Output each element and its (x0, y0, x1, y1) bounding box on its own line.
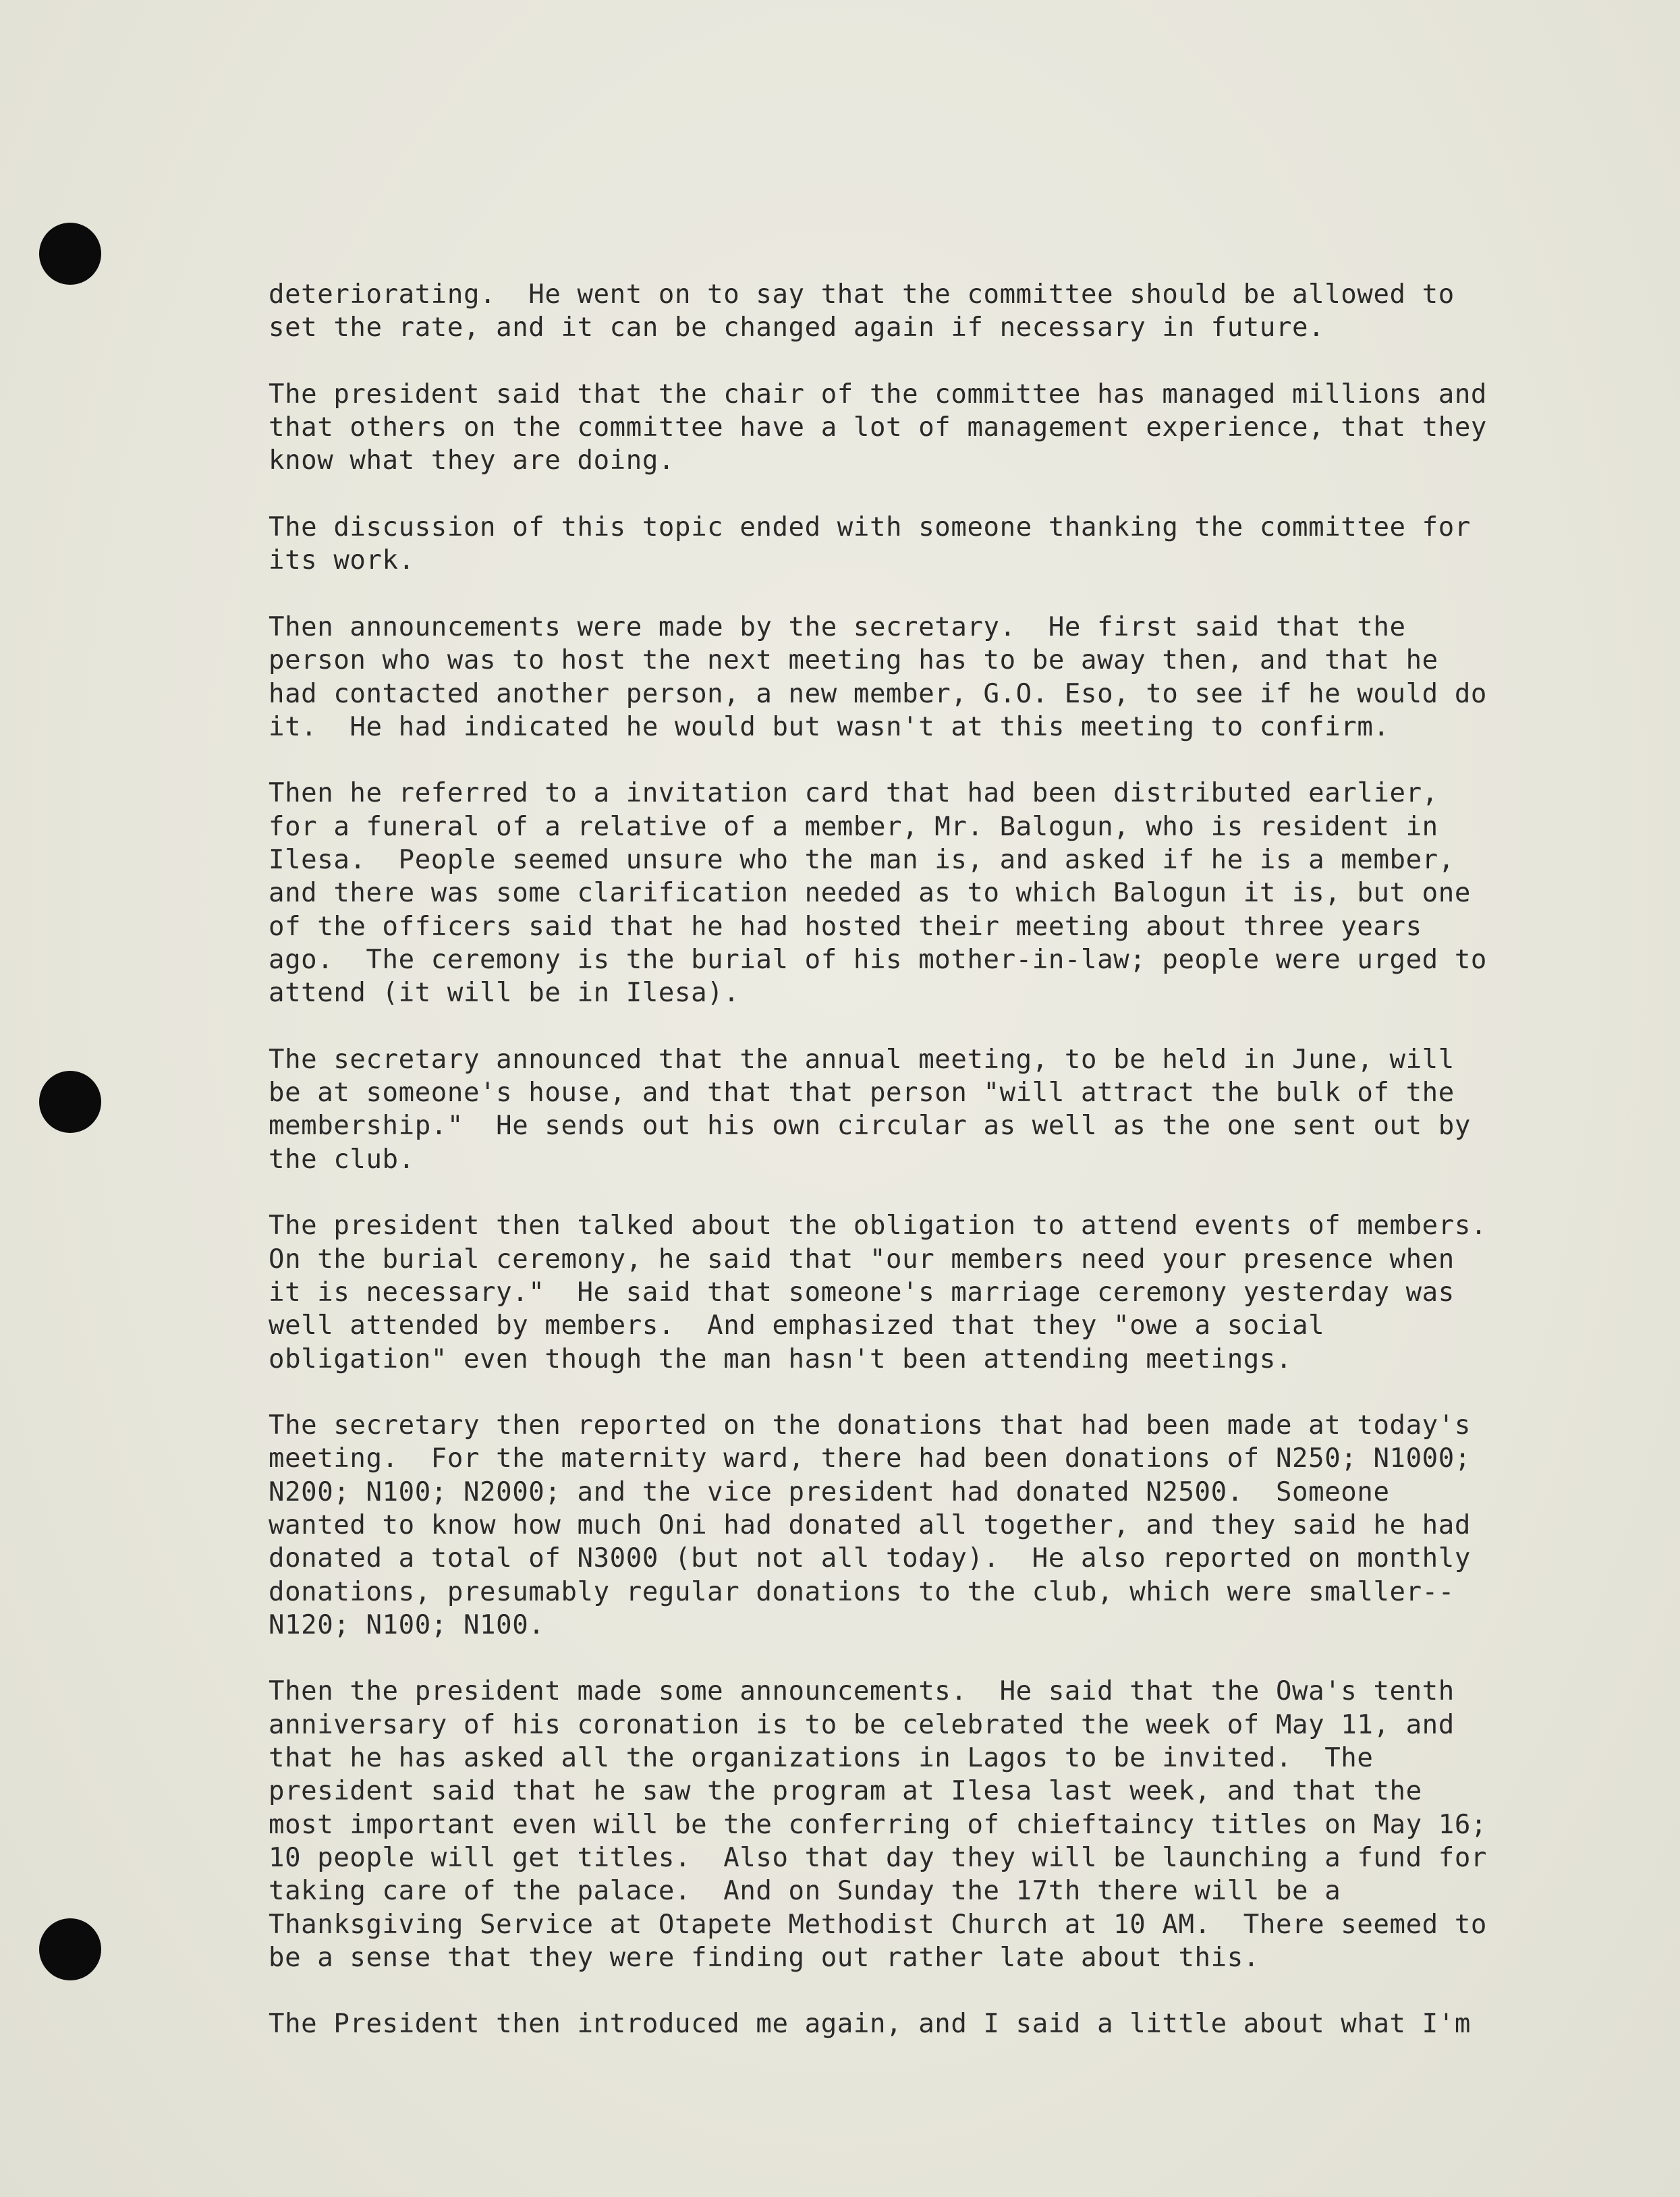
binder-hole-bottom (39, 1918, 101, 1980)
paragraph (269, 378, 1591, 478)
paragraph (269, 278, 1591, 345)
text-line: of the officers said that he had hosted their meeting about three years (269, 911, 1422, 942)
text-line: its work. (269, 545, 415, 576)
text-line: most important even will be the conferring of chieftaincy titles on May 16; (269, 1809, 1487, 1840)
binder-hole-middle (39, 1071, 101, 1133)
text-line: The discussion of this topic ended with someone thanking the committee for (269, 512, 1471, 543)
paragraph (269, 1409, 1591, 1642)
text-line: donated a total of N3000 (but not all today). He also reported on monthly (269, 1543, 1471, 1574)
paragraph (269, 1675, 1591, 1974)
text-line: The secretary then reported on the donations that had been made at today's (269, 1410, 1471, 1441)
text-line: 10 people will get titles. Also that day they will be launching a fund for (269, 1842, 1487, 1873)
text-line: ago. The ceremony is the burial of his mother-in-law; people were urged to (269, 944, 1487, 975)
text-line: deteriorating. He went on to say that the committee should be allowed to (269, 279, 1455, 310)
text-line: attend (it will be in Ilesa). (269, 978, 740, 1009)
paragraph (269, 2007, 1591, 2040)
text-line: it. He had indicated he would but wasn't at this meeting to confirm. (269, 711, 1390, 742)
text-line: donations, presumably regular donations to the club, which were smaller-- (269, 1576, 1455, 1607)
text-line: The president then talked about the obligation to attend events of members. (269, 1211, 1487, 1242)
text-line: Thanksgiving Service at Otapete Methodist Church at 10 AM. There seemed to (269, 1909, 1487, 1940)
text-line: obligation" even though the man hasn't been attending meetings. (269, 1343, 1293, 1374)
text-line: On the burial ceremony, he said that "our members need your presence when (269, 1244, 1455, 1275)
text-line: Then the president made some announcements. He said that the Owa's tenth (269, 1676, 1455, 1707)
text-line: N200; N100; N2000; and the vice president had donated N2500. Someone (269, 1476, 1390, 1507)
paragraph (269, 511, 1591, 578)
text-line: set the rate, and it can be changed again if necessary in future. (269, 312, 1325, 343)
text-line: president said that he saw the program at Ilesa last week, and that the (269, 1776, 1422, 1807)
text-line: well attended by members. And emphasized that they "owe a social (269, 1310, 1325, 1341)
text-line: The President then introduced me again, and I said a little about what I'm (269, 2009, 1471, 2040)
text-line: be at someone's house, and that that person "will attract the bulk of the (269, 1078, 1455, 1109)
binder-hole-top (39, 223, 101, 285)
paragraph (269, 1209, 1591, 1375)
text-line: that others on the committee have a lot of management experience, that they (269, 412, 1487, 443)
text-line: meeting. For the maternity ward, there had been donations of N250; N1000; (269, 1443, 1471, 1474)
paragraph (269, 1043, 1591, 1176)
text-line: The president said that the chair of the committee has managed millions and (269, 379, 1487, 410)
text-line: and there was some clarification needed as to which Balogun it is, but one (269, 878, 1471, 909)
text-line: The secretary announced that the annual meeting, to be held in June, will (269, 1044, 1455, 1075)
typed-text-body (269, 278, 1591, 2074)
text-line: N120; N100; N100. (269, 1609, 545, 1640)
text-line: person who was to host the next meeting has to be away then, and that he (269, 645, 1438, 676)
text-line: anniversary of his coronation is to be celebrated the week of May 11, and (269, 1709, 1455, 1740)
text-line: that he has asked all the organizations in Lagos to be invited. The (269, 1743, 1374, 1774)
text-line: membership." He sends out his own circular as well as the one sent out by (269, 1111, 1471, 1142)
text-line: had contacted another person, a new member, G.O. Eso, to see if he would do (269, 678, 1487, 709)
text-line: know what they are doing. (269, 445, 675, 476)
text-line: taking care of the palace. And on Sunday the 17th there will be a (269, 1876, 1341, 1907)
text-line: be a sense that they were finding out rather late about this. (269, 1942, 1260, 1973)
text-line: Then announcements were made by the secretary. He first said that the (269, 611, 1406, 642)
text-line: the club. (269, 1144, 415, 1175)
text-line: wanted to know how much Oni had donated all together, and they said he had (269, 1509, 1471, 1540)
text-line: for a funeral of a relative of a member, Mr. Balogun, who is resident in (269, 811, 1438, 842)
text-line: Ilesa. People seemed unsure who the man is, and asked if he is a member, (269, 845, 1455, 876)
paragraph (269, 611, 1591, 744)
text-line: it is necessary." He said that someone's marriage ceremony yesterday was (269, 1277, 1455, 1308)
paragraph (269, 777, 1591, 1009)
text-line: Then he referred to a invitation card that had been distributed earlier, (269, 778, 1438, 809)
